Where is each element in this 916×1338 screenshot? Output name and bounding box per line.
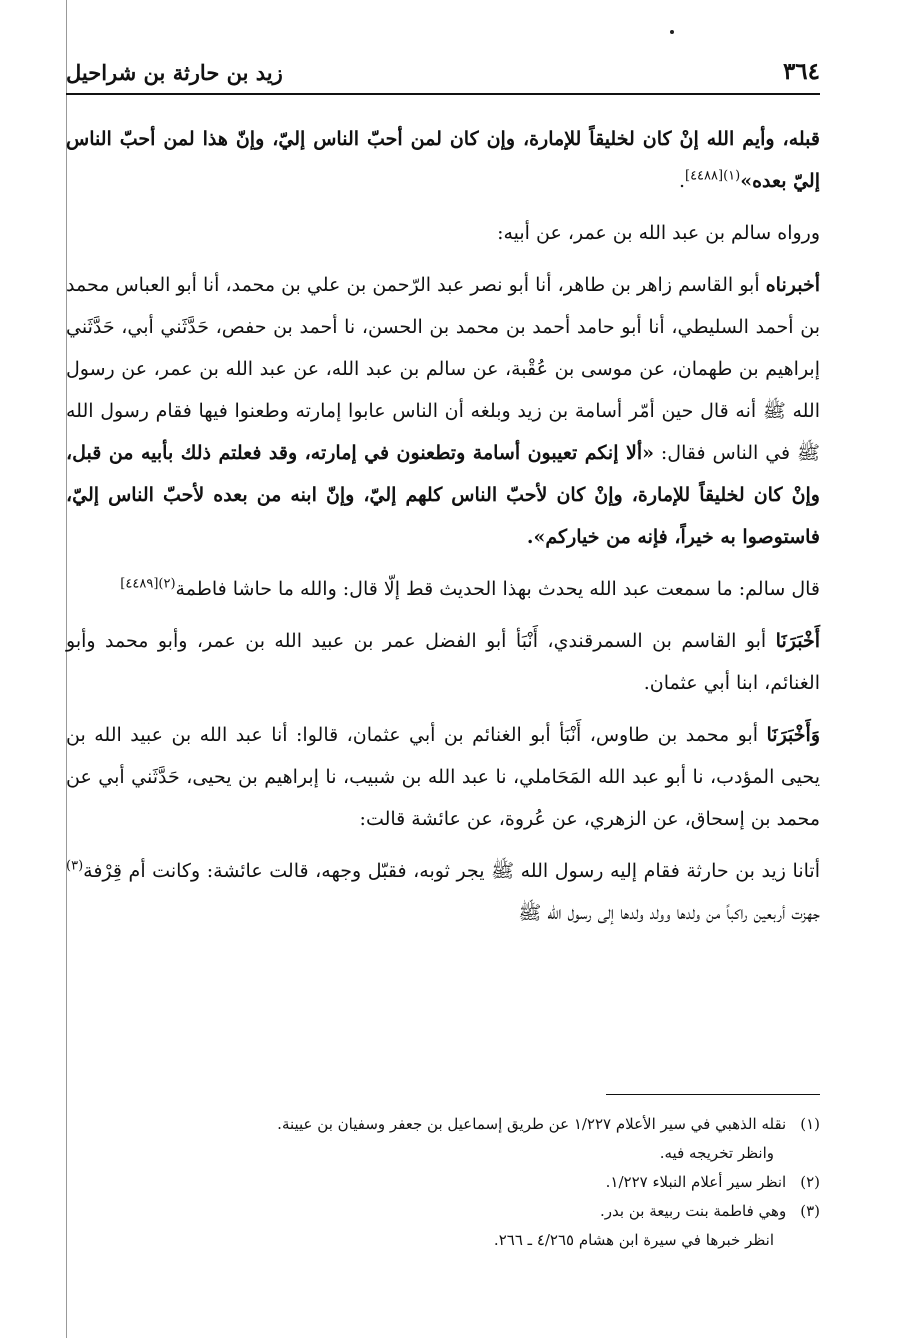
isnad-text: أبو القاسم زاهر بن طاهر، أنا أبو نصر عبد الرّحمن بن علي بن محمد، أنا أبو العباس محمد بن أحمد السليطي، أنا أبو حامد أحمد بن محمد بن الحسن، نا أحمد بن حفص، حَدَّثَني أبي، حَدَّثَني إبراهيم بن طهمان، عن موسى بن عُقْبة، عن سالم بن عبد الله، عن عبد الله بن عمر، عن رسول الله ﷺ أنه قال حين أمّر أسامة بن زيد وبلغه أن الناس عابوا إمارته وطعنوا فيها فقام رسول الله ﷺ في الناس فقال: <box>66 274 820 464</box>
narration-text-cont: جهزت أربعين راكباً من ولدها وولد ولدها إلى رسول الله ﷺ <box>518 902 820 924</box>
footnote-text: انظر سير أعلام النبلاء ١/٢٢٧. <box>605 1173 787 1191</box>
footnote-ref-2: (٢)[٤٤٨٩] <box>120 576 176 592</box>
ink-speck <box>670 30 674 34</box>
footnotes <box>66 1110 820 1255</box>
paragraph-3 <box>66 264 820 558</box>
paragraph-4 <box>66 568 820 610</box>
footnote-separator <box>606 1094 820 1095</box>
footnote-1 <box>66 1110 820 1139</box>
footnote-number: (٣) <box>800 1202 820 1220</box>
running-header <box>66 52 820 92</box>
main-text <box>66 118 820 944</box>
paragraph-6 <box>66 714 820 840</box>
footnote-ref-3: (٣) <box>66 858 84 874</box>
paragraph-1: قبله، وأيم الله إنْ كان لخليقاً للإمارة، وإن كان لمن أحبّ الناس إليّ، وإنّ هذا لمن أحبّ الناس إليّ بعده»$^{(١)[٤٤٨٨]}$. <box>66 128 820 192</box>
footnote-ref-1: (١)[٤٤٨٨] <box>684 168 741 184</box>
footnote-3-continuation: انظر خبرها في سيرة ابن هشام ٤/٢٦٥ ـ ٢٦٦. <box>493 1231 774 1249</box>
isnad-text-2: أبو القاسم بن السمرقندي، أَنْبَأ أبو الفضل عمر بن عبيد الله بن عمر، وأبو محمد وأبو الغنائم، ابنا أبي عثمان. <box>66 630 820 694</box>
footnote-3 <box>66 1197 820 1226</box>
isnad-text-3: أبو محمد بن طاوس، أَنْبَأ أبو الغنائم بن أبي عثمان، قالوا: أنا عبد الله بن عبيد الله بن يحيى المؤدب، نا أبو عبد الله المَحَاملي، نا عبد الله بن شبيب، نا إبراهيم بن يحيى، حَدَّثَني أبي عن محمد بن إسحاق، عن الزهري، عن عُروة، عن عائشة قالت: <box>66 724 820 830</box>
hadith-end: قبله، وأيم الله إنْ كان لخليقاً للإمارة، وإن كان لمن أحبّ الناس إليّ، وإنّ هذا لمن أحبّ الناس إليّ بعده» <box>66 128 820 192</box>
isnad-lead-2: أَخْبَرَنَا <box>775 630 820 652</box>
footnote-text: نقله الذهبي في سير الأعلام ١/٢٢٧ عن طريق إسماعيل بن جعفر وسفيان بن عيينة. <box>277 1115 787 1133</box>
footnote-number: (٢) <box>800 1173 820 1191</box>
narration-text: أتانا زيد بن حارثة فقام إليه رسول الله ﷺ يجر ثوبه، فقبّل وجهه، قالت عائشة: وكانت أم قِرْفة <box>83 860 820 882</box>
salim-remark: قال سالم: ما سمعت عبد الله يحدث بهذا الحديث قط إلّا قال: والله ما حاشا فاطمة <box>175 578 820 600</box>
footnote-number: (١) <box>800 1115 820 1133</box>
narration-intro: ورواه سالم بن عبد الله بن عمر، عن أبيه: <box>497 222 820 244</box>
paragraph-5 <box>66 620 820 704</box>
paragraph-7 <box>66 850 820 934</box>
isnad-lead-3: وَأَخْبَرَنَا <box>766 724 820 746</box>
isnad-lead: أخبرناه <box>765 274 820 296</box>
running-title: زيد بن حارثة بن شراحيل <box>66 60 283 85</box>
footnote-text: وهي فاطمة بنت ربيعة بن بدر. <box>600 1202 787 1220</box>
paragraph-2 <box>66 212 820 254</box>
footnote-2 <box>66 1168 820 1197</box>
header-rule <box>66 93 820 95</box>
footnote-1-continuation: وانظر تخريجه فيه. <box>659 1144 774 1162</box>
hadith-quote: «ألا إنكم تعيبون أسامة وتطعنون في إمارته، وقد فعلتم ذلك بأبيه من قبل، وإنْ كان لخليقاً للإمارة، وإنْ كان لأحبّ الناس كلهم إليّ، وإنّ ابنه من بعده لأحبّ الناس إليّ، فاستوصوا به خيراً، فإنه من خياركم». <box>66 442 820 548</box>
page-number: ٣٦٤ <box>782 58 820 85</box>
